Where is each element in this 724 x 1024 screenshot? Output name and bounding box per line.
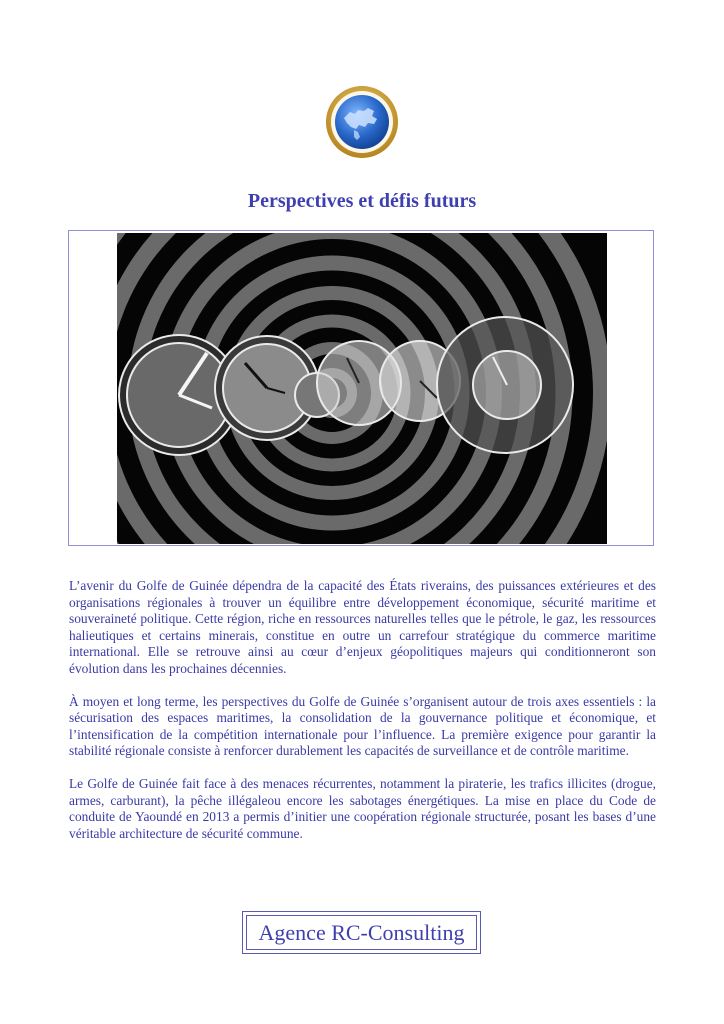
paragraph-2: À moyen et long terme, les perspectives du Golfe de Guinée s’organisent autour de trois axes essentiels : la sécurisation des espaces maritimes, la consolidation de la gouvernance politique et économique, et l’intensification de la compétition internationale pour l’influence. La première exigence pour garantir la stabilité régionale consiste à renforcer durablement les capacités de surveillance et de contrôle maritime. bbox=[69, 693, 656, 759]
footer-brand-box bbox=[242, 911, 481, 954]
globe-europe-icon bbox=[324, 84, 400, 160]
footer-brand: Agence RC-Consulting bbox=[246, 915, 477, 950]
image-frame bbox=[68, 230, 654, 546]
paragraph-3: Le Golfe de Guinée fait face à des menaces récurrentes, notamment la piraterie, les trafics illicites (drogue, armes, carburant), la pêche illégaleou encore les sabotages énergétiques. La mise en place du Code de conduite de Yaoundé en 2013 a permis d’initier une coopération régionale structurée, posant les bases d’une véritable architecture de sécurité commune. bbox=[69, 775, 656, 841]
paragraph-1: L’avenir du Golfe de Guinée dépendra de la capacité des États riverains, des puissances extérieures et des organisations régionales à trouver un équilibre entre développement économique, sécurité maritime et souveraineté politique. Cette région, riche en ressources naturelles telles que le pétrole, le gaz, les ressources halieutiques et certains minerais, constitue en outre un carrefour stratégique du commerce maritime international. Elle se retrouve ainsi au cœur d’enjeux géopolitiques majeurs qui conditionneront son évolution dans les prochaines décennies. bbox=[69, 578, 656, 676]
page-title: Perspectives et défis futurs bbox=[247, 190, 477, 212]
body-text bbox=[69, 578, 656, 858]
spiral-clocks-image bbox=[117, 233, 607, 544]
